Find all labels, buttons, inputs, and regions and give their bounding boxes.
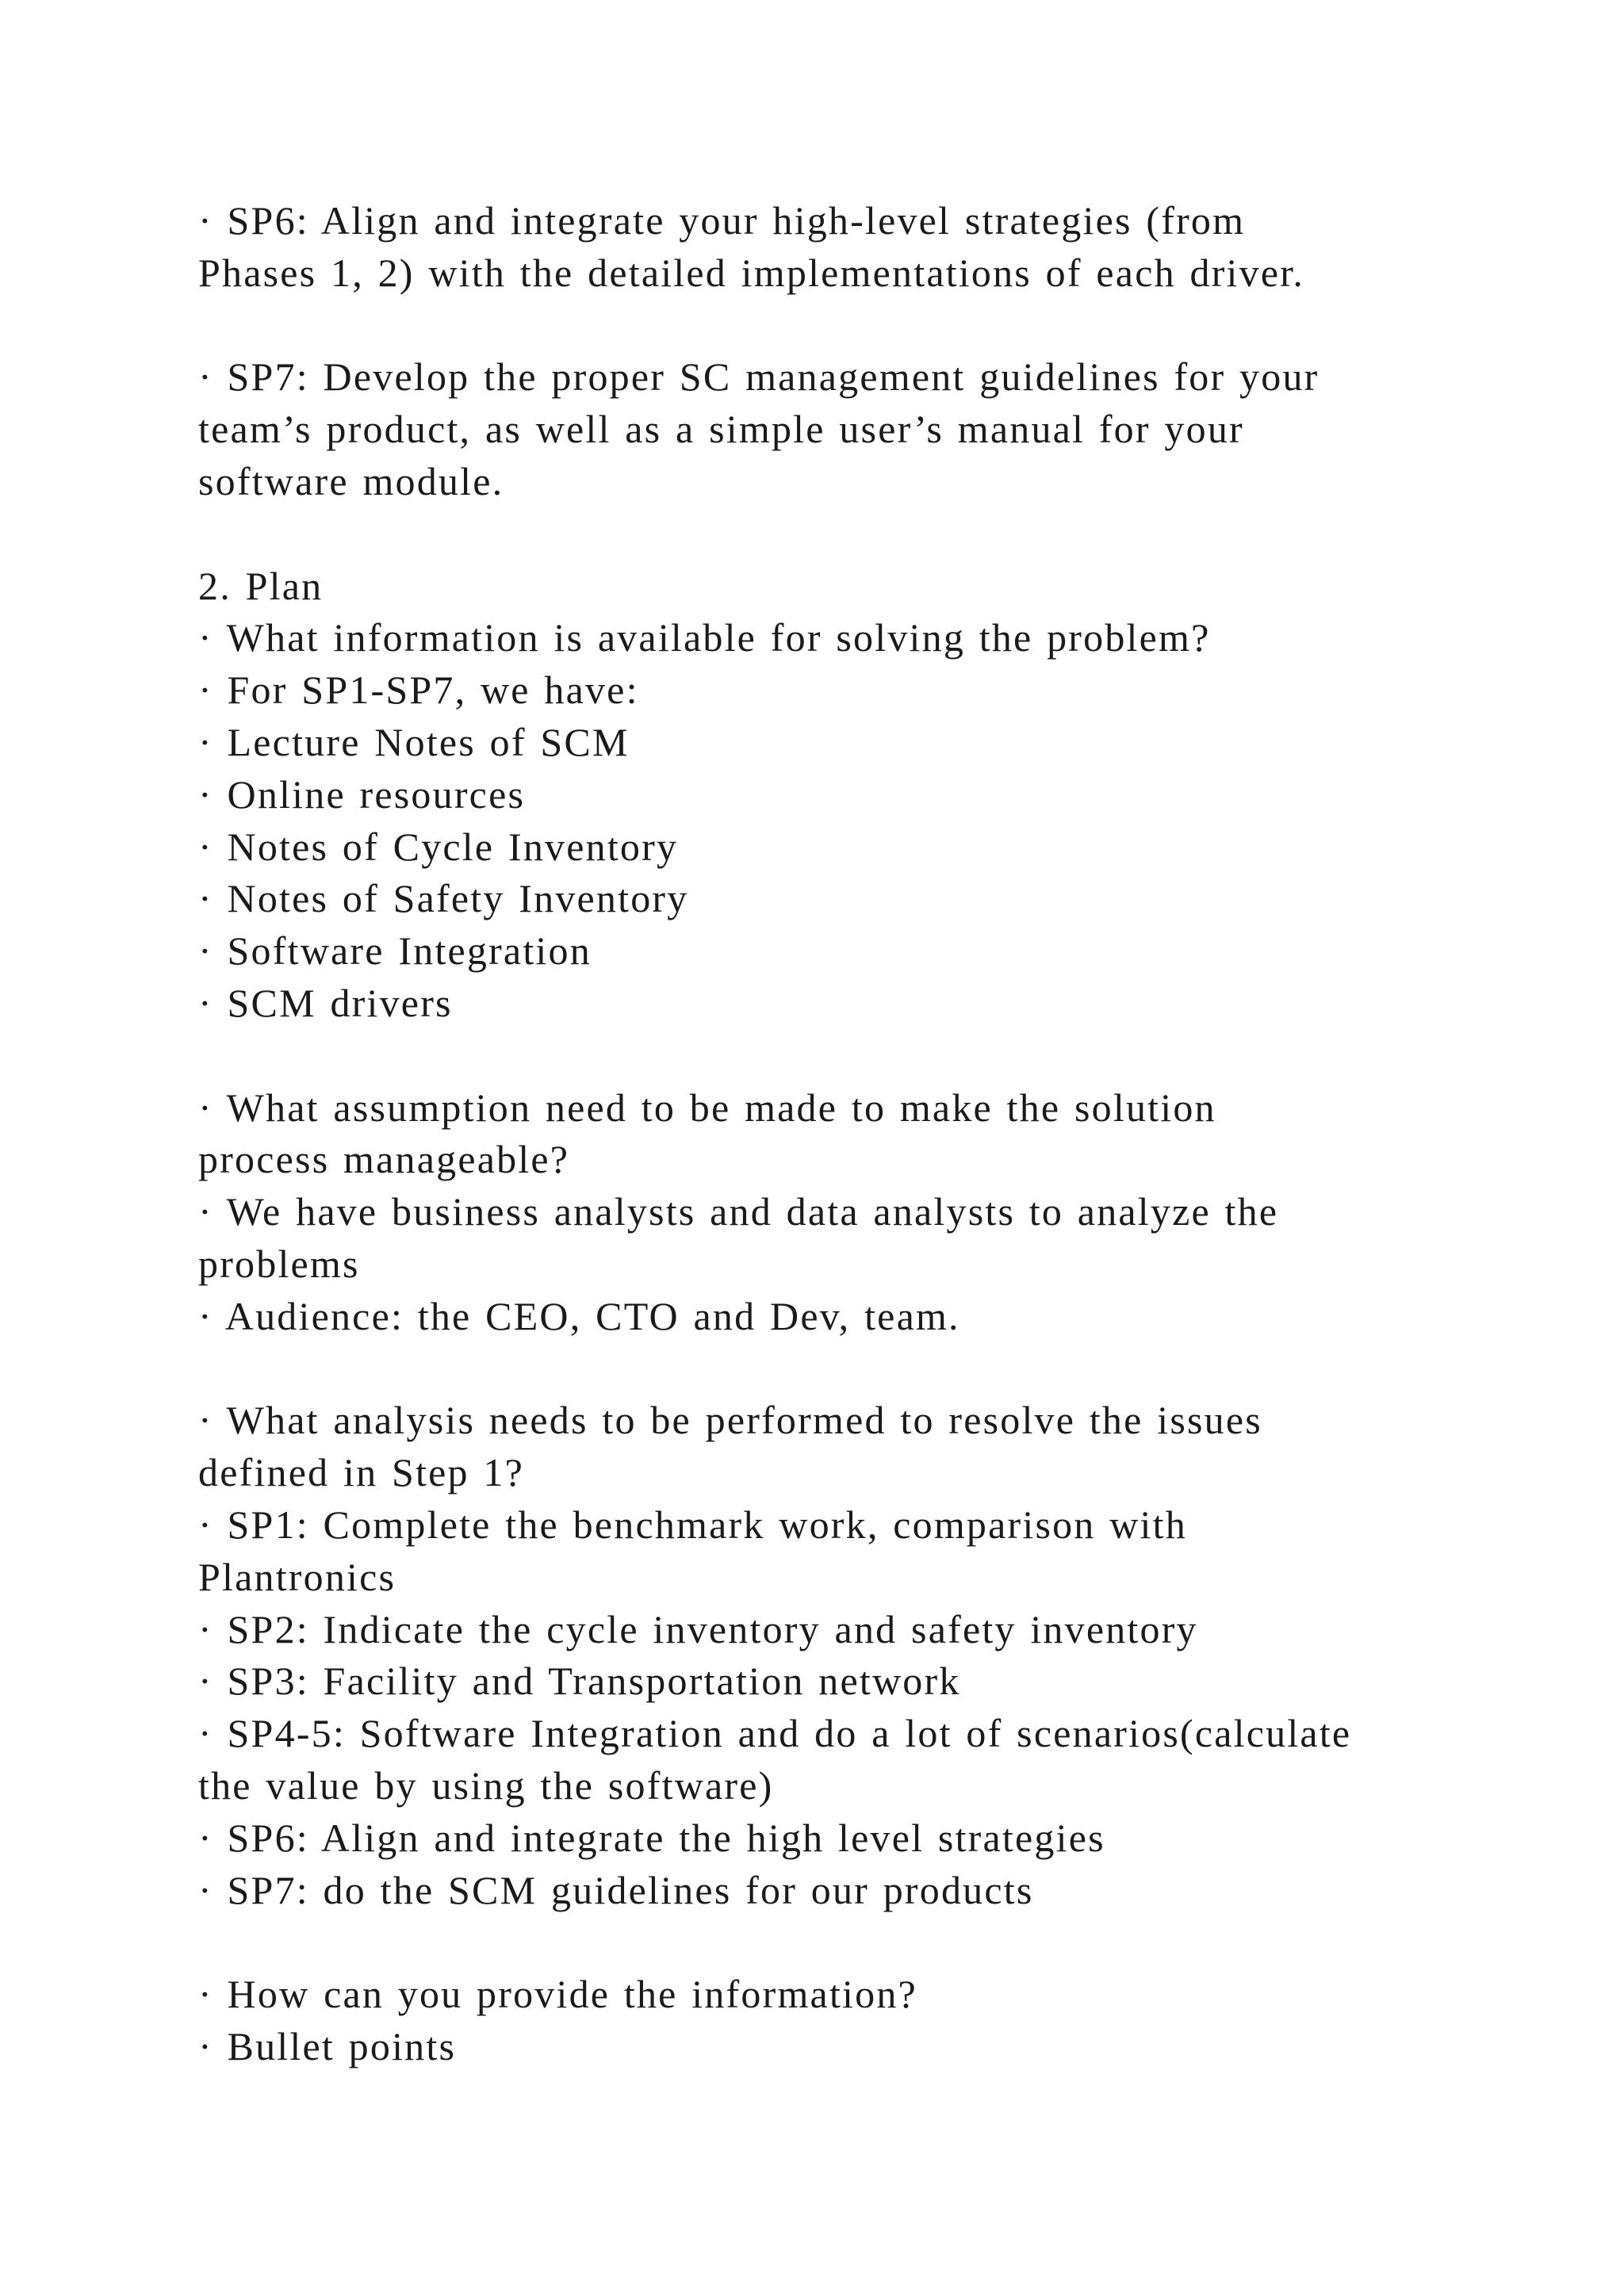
text-line: · Audience: the CEO, CTO and Dev, team. xyxy=(198,1293,960,1338)
blank-line xyxy=(198,508,1546,561)
text-line: · What analysis needs to be performed to resolve the issues xyxy=(198,1398,1262,1443)
blank-line xyxy=(198,1030,1546,1082)
text-line: · Online resources xyxy=(198,771,526,817)
text-line: · Notes of Cycle Inventory xyxy=(198,824,679,869)
text-line: process manageable? xyxy=(198,1137,570,1182)
text-line: Phases 1, 2) with the detailed implementations of each driver. xyxy=(198,250,1305,295)
text-line: · What information is available for solving the problem? xyxy=(198,615,1211,660)
text-line: · For SP1-SP7, we have: xyxy=(198,668,639,713)
text-line: · What assumption need to be made to make the solution xyxy=(198,1085,1216,1130)
text-line: · SP2: Indicate the cycle inventory and safety inventory xyxy=(198,1606,1198,1651)
blank-line xyxy=(198,300,1546,352)
text-line: · SP1: Complete the benchmark work, comparison with xyxy=(198,1502,1187,1547)
text-line: team’s product, as well as a simple user’s manual for your xyxy=(198,407,1244,452)
text-line: · SP7: do the SCM guidelines for our products xyxy=(198,1867,1034,1912)
text-line: the value by using the software) xyxy=(198,1762,774,1808)
text-line: · Software Integration xyxy=(198,928,592,974)
document-body xyxy=(198,195,1546,2073)
text-line: · SP7: Develop the proper SC management guidelines for your xyxy=(198,354,1320,400)
text-line: software module. xyxy=(198,458,504,503)
text-line: · SP6: Align and integrate the high level strategies xyxy=(198,1815,1105,1860)
text-line: · SP4-5: Software Integration and do a lot of scenarios(calculate xyxy=(198,1711,1352,1756)
text-line: · SP3: Facility and Transportation network xyxy=(198,1659,961,1704)
blank-line xyxy=(198,1343,1546,1395)
text-line: · Bullet points xyxy=(198,2023,457,2068)
section-heading: 2. Plan xyxy=(198,563,324,608)
text-line: · We have business analysts and data analysts to analyze the xyxy=(198,1189,1279,1234)
text-line: · How can you provide the information? xyxy=(198,1972,917,2017)
text-line: Plantronics xyxy=(198,1554,396,1599)
blank-line xyxy=(198,1916,1546,1969)
text-line: · Notes of Safety Inventory xyxy=(198,876,689,921)
text-line: · SCM drivers xyxy=(198,980,453,1025)
text-line: problems xyxy=(198,1241,360,1286)
text-line: · SP6: Align and integrate your high-level strategies (from xyxy=(198,198,1246,243)
text-line: · Lecture Notes of SCM xyxy=(198,719,630,764)
text-line: defined in Step 1? xyxy=(198,1450,525,1495)
